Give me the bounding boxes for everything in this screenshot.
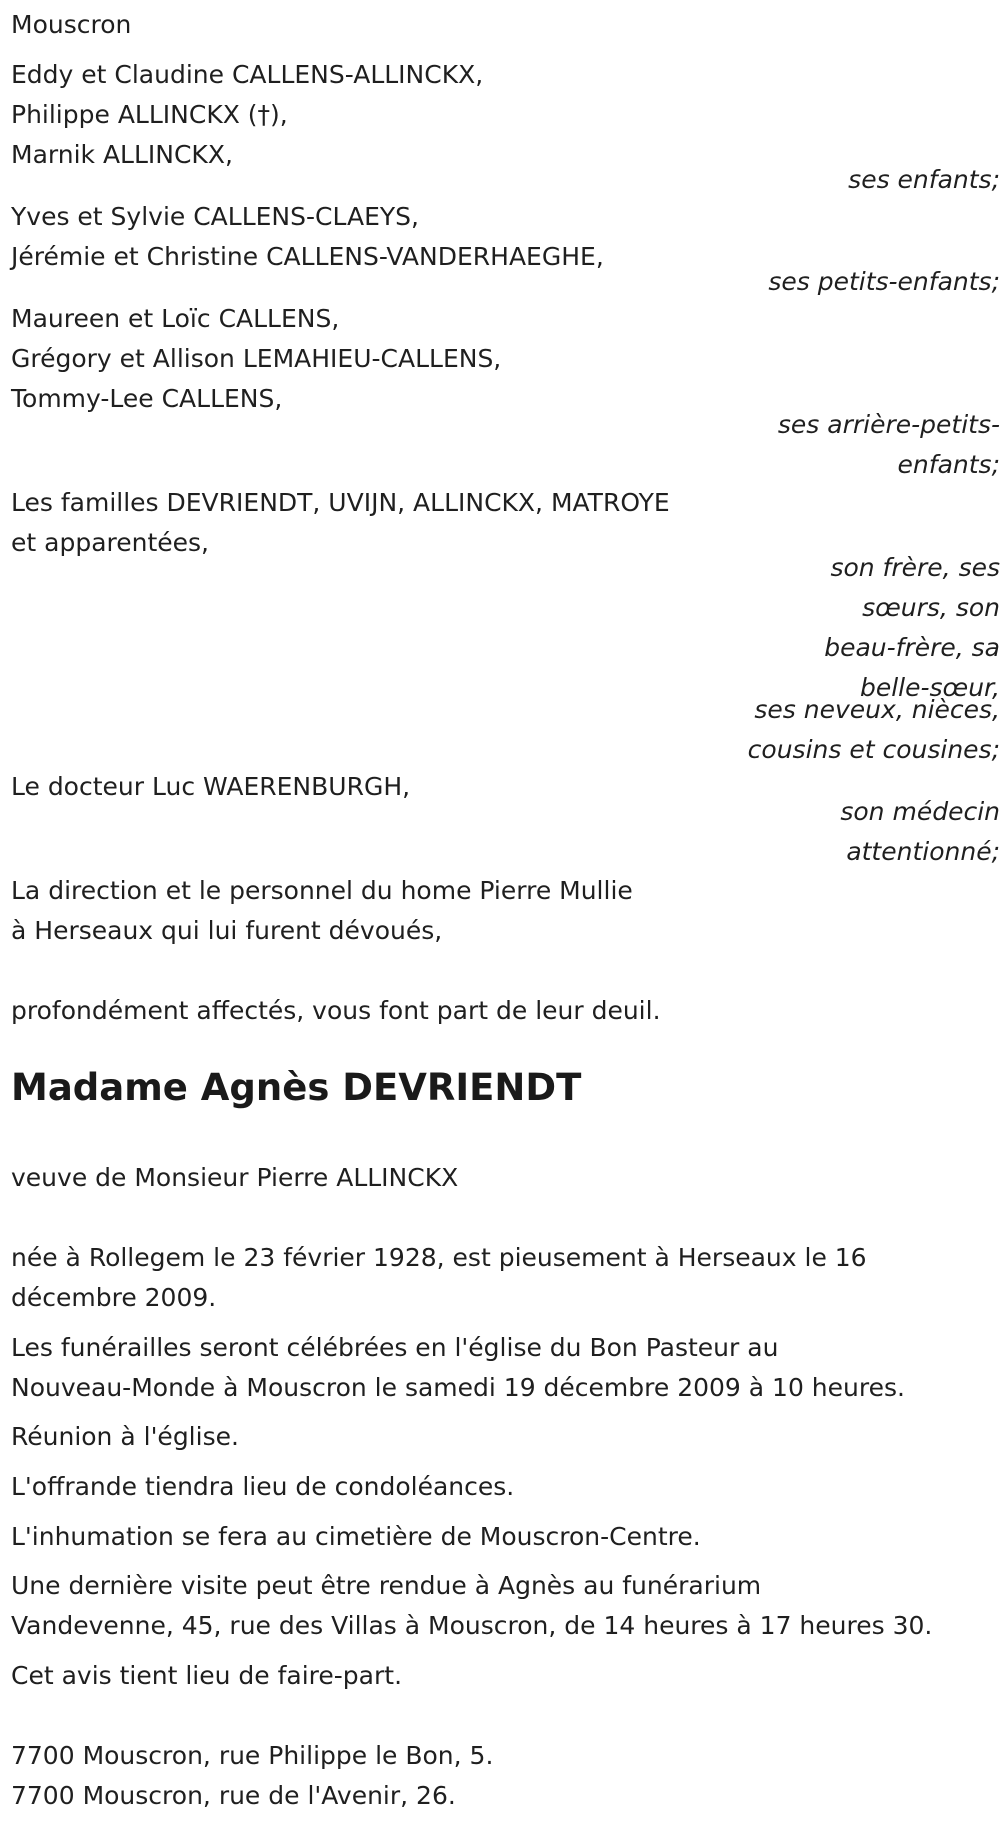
birth-death-line: née à Rollegem le 23 février 1928, est pieusement à Herseaux le 16 (11, 1243, 867, 1272)
address-line: 7700 Mouscron, rue Philippe le Bon, 5. (11, 1741, 494, 1770)
relation-label: ses enfants; (848, 165, 1000, 194)
family-line: Jérémie et Christine CALLENS-VANDERHAEGHE, (11, 242, 604, 271)
family-line: Grégory et Allison LEMAHIEU-CALLENS, (11, 344, 502, 373)
relation-label: beau-frère, sa (824, 633, 1000, 662)
deceased-name: Madame Agnès DEVRIENDT (11, 1066, 582, 1109)
family-line: et apparentées, (11, 528, 209, 557)
meeting-line: Réunion à l'église. (11, 1422, 239, 1451)
visit-line: Une dernière visite peut être rendue à Agnès au funérarium (11, 1571, 762, 1600)
relation-label: sœurs, son (862, 593, 1000, 622)
family-line: Tommy-Lee CALLENS, (11, 384, 283, 413)
family-line: Yves et Sylvie CALLENS-CLAEYS, (11, 202, 419, 231)
relation-label: son médecin (840, 797, 1000, 826)
spouse-line: veuve de Monsieur Pierre ALLINCKX (11, 1163, 459, 1192)
relation-label: ses petits-enfants; (768, 267, 1000, 296)
visit-line: Vandevenne, 45, rue des Villas à Mouscron, de 14 heures à 17 heures 30. (11, 1611, 933, 1640)
relation-label: cousins et cousines; (747, 735, 1000, 764)
family-line: Le docteur Luc WAERENBURGH, (11, 772, 411, 801)
family-line: Marnik ALLINCKX, (11, 140, 233, 169)
family-line: Philippe ALLINCKX (†), (11, 100, 288, 129)
offering-line: L'offrande tiendra lieu de condoléances. (11, 1472, 515, 1501)
family-line: Eddy et Claudine CALLENS-ALLINCKX, (11, 60, 484, 89)
location: Mouscron (11, 10, 132, 39)
relation-label: belle-sœur, (859, 673, 1000, 702)
family-line: Maureen et Loïc CALLENS, (11, 304, 340, 333)
relation-label: son frère, ses (830, 553, 1000, 582)
address-line: 7700 Mouscron, rue de l'Avenir, 26. (11, 1781, 456, 1810)
relation-label: ses neveux, nièces, (754, 695, 1000, 724)
family-line: à Herseaux qui lui furent dévoués, (11, 916, 443, 945)
funeral-line: Les funérailles seront célébrées en l'église du Bon Pasteur au (11, 1333, 779, 1362)
notice-line: Cet avis tient lieu de faire-part. (11, 1661, 403, 1690)
funeral-line: Nouveau-Monde à Mouscron le samedi 19 décembre 2009 à 10 heures. (11, 1373, 905, 1402)
family-line: La direction et le personnel du home Pierre Mullie (11, 876, 633, 905)
announcement: profondément affectés, vous font part de leur deuil. (11, 996, 661, 1025)
relation-label: enfants; (897, 450, 1000, 479)
relation-label: ses arrière-petits- (777, 410, 1000, 439)
burial-line: L'inhumation se fera au cimetière de Mouscron-Centre. (11, 1522, 701, 1551)
relation-label: attentionné; (846, 837, 1000, 866)
birth-death-line: décembre 2009. (11, 1283, 217, 1312)
family-line: Les familles DEVRIENDT, UVIJN, ALLINCKX, MATROYE (11, 488, 670, 517)
